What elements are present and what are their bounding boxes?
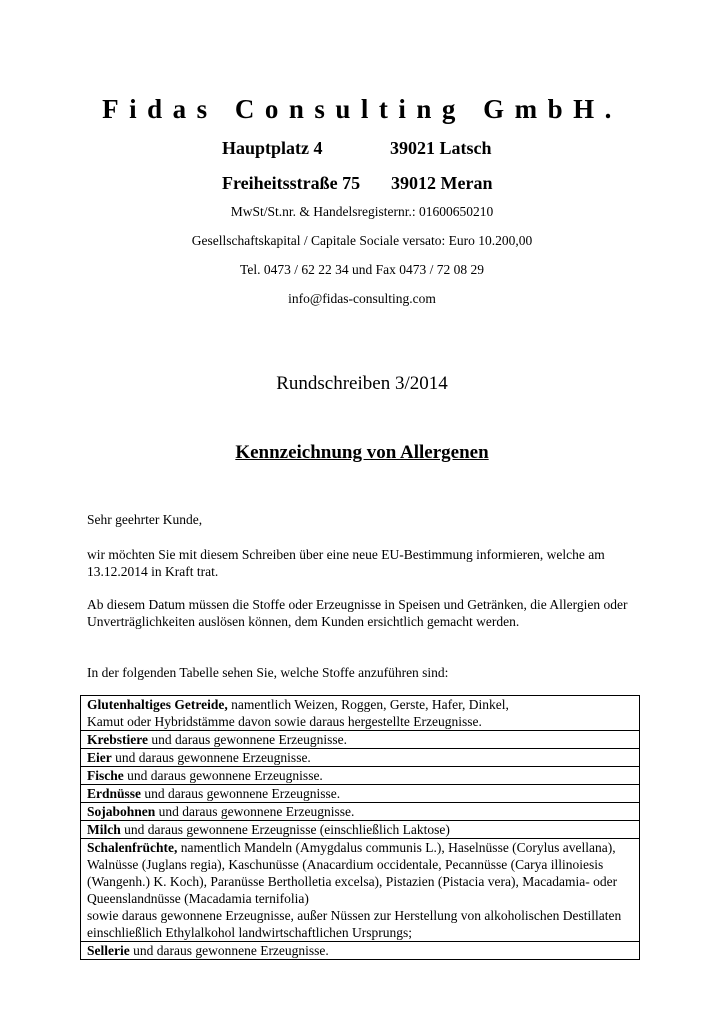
table-row [81, 942, 640, 960]
allergen-description: und daraus gewonnene Erzeugnisse. [123, 768, 323, 783]
allergen-name: Fische [87, 768, 124, 783]
allergen-description: namentlich Mandeln (Amygdalus communis L.), Haselnüsse (Corylus avellana), Walnüsse (Juglans regia), Kaschunüsse (Anacardium occidentale, Pecannüsse (Carya illinoiesis (Wangenh.) K. Koch), Paranüsse Bertholletia excelsa), Pistazien (Pistacia vera), Macadamia- oder Queenslandnüsse (Macadamia ternifolia) [87, 840, 618, 906]
allergen-cell-celery [81, 942, 640, 960]
table-row [81, 803, 640, 821]
allergen-description: und daraus gewonnene Erzeugnisse. [147, 732, 348, 747]
allergen-name: Erdnüsse [87, 786, 142, 801]
allergen-name: Sellerie [87, 943, 130, 958]
table-row [81, 749, 640, 767]
paragraph-deadline: Ab diesem Datum müssen die Stoffe oder Erzeugnisse in Speisen und Getränken, die Allergien oder Unverträglichkeiten auslösen können, dem Kunden ersichtlich gemacht werden. [87, 597, 628, 629]
address-line-2 [0, 172, 724, 196]
allergen-name: Schalenfrüchte, [87, 840, 178, 855]
table-row [81, 821, 640, 839]
allergen-cell-eggs [81, 749, 640, 767]
allergen-cell-soybeans [81, 803, 640, 821]
allergen-description: und daraus gewonnene Erzeugnisse. [111, 750, 311, 765]
paragraph-intro: wir möchten Sie mit diesem Schreiben über eine neue EU-Bestimmung informieren, welche am 13.12.2014 in Kraft trat. [87, 547, 605, 579]
table-row [81, 731, 640, 749]
address-2-city: 39012 Meran [391, 173, 493, 193]
address-1-street: Hauptplatz 4 [222, 138, 323, 158]
vat-line: MwSt/St.nr. & Handelsregisternr.: 01600650210 [230, 204, 494, 219]
allergen-name: Sojabohnen [87, 804, 156, 819]
email-line: info@fidas-consulting.com [288, 291, 436, 306]
allergen-description: und daraus gewonnene Erzeugnisse. [141, 786, 341, 801]
allergen-name: Eier [87, 750, 112, 765]
allergen-cell-crustaceans [81, 731, 640, 749]
allergen-description-continued: sowie daraus gewonnene Erzeugnisse, außer Nüssen zur Herstellung von alkoholischen Destillaten einschließlich Ethylalkohol landwirtschaftlichen Ursprungs; [87, 908, 622, 940]
table-row [81, 839, 640, 942]
table-row [81, 785, 640, 803]
allergen-name: Krebstiere [87, 732, 148, 747]
allergen-description: und daraus gewonnene Erzeugnisse. [129, 943, 329, 958]
allergen-description: und daraus gewonnene Erzeugnisse. [155, 804, 355, 819]
address-1-city: 39021 Latsch [390, 138, 492, 158]
circular-title: Rundschreiben 3/2014 [276, 373, 448, 394]
salutation: Sehr geehrter Kunde, [87, 512, 203, 527]
allergen-name: Glutenhaltiges Getreide, [87, 697, 228, 712]
subject-heading: Kennzeichnung von Allergenen [235, 442, 489, 463]
allergen-table [80, 695, 640, 960]
allergen-cell-gluten [81, 696, 640, 731]
capital-line: Gesellschaftskapital / Capitale Sociale versato: Euro 10.200,00 [191, 233, 533, 248]
allergen-cell-peanuts [81, 785, 640, 803]
allergen-cell-nuts [81, 839, 640, 942]
table-row [81, 696, 640, 731]
allergen-name: Milch [87, 822, 121, 837]
table-row [81, 767, 640, 785]
company-name: Fidas Consulting GmbH. [102, 94, 622, 124]
allergen-description-continued: Kamut oder Hybridstämme davon sowie daraus hergestellte Erzeugnisse. [87, 714, 482, 729]
allergen-description: namentlich Weizen, Roggen, Gerste, Hafer, Dinkel, [227, 697, 509, 712]
address-2-street: Freiheitsstraße 75 [222, 173, 361, 193]
paragraph-table-intro: In der folgenden Tabelle sehen Sie, welche Stoffe anzuführen sind: [87, 665, 449, 680]
allergen-cell-milk [81, 821, 640, 839]
address-line-1 [0, 137, 724, 161]
allergen-description: und daraus gewonnene Erzeugnisse (einschließlich Laktose) [120, 822, 450, 837]
allergen-cell-fish [81, 767, 640, 785]
phone-fax-line: Tel. 0473 / 62 22 34 und Fax 0473 / 72 08 29 [240, 262, 484, 277]
